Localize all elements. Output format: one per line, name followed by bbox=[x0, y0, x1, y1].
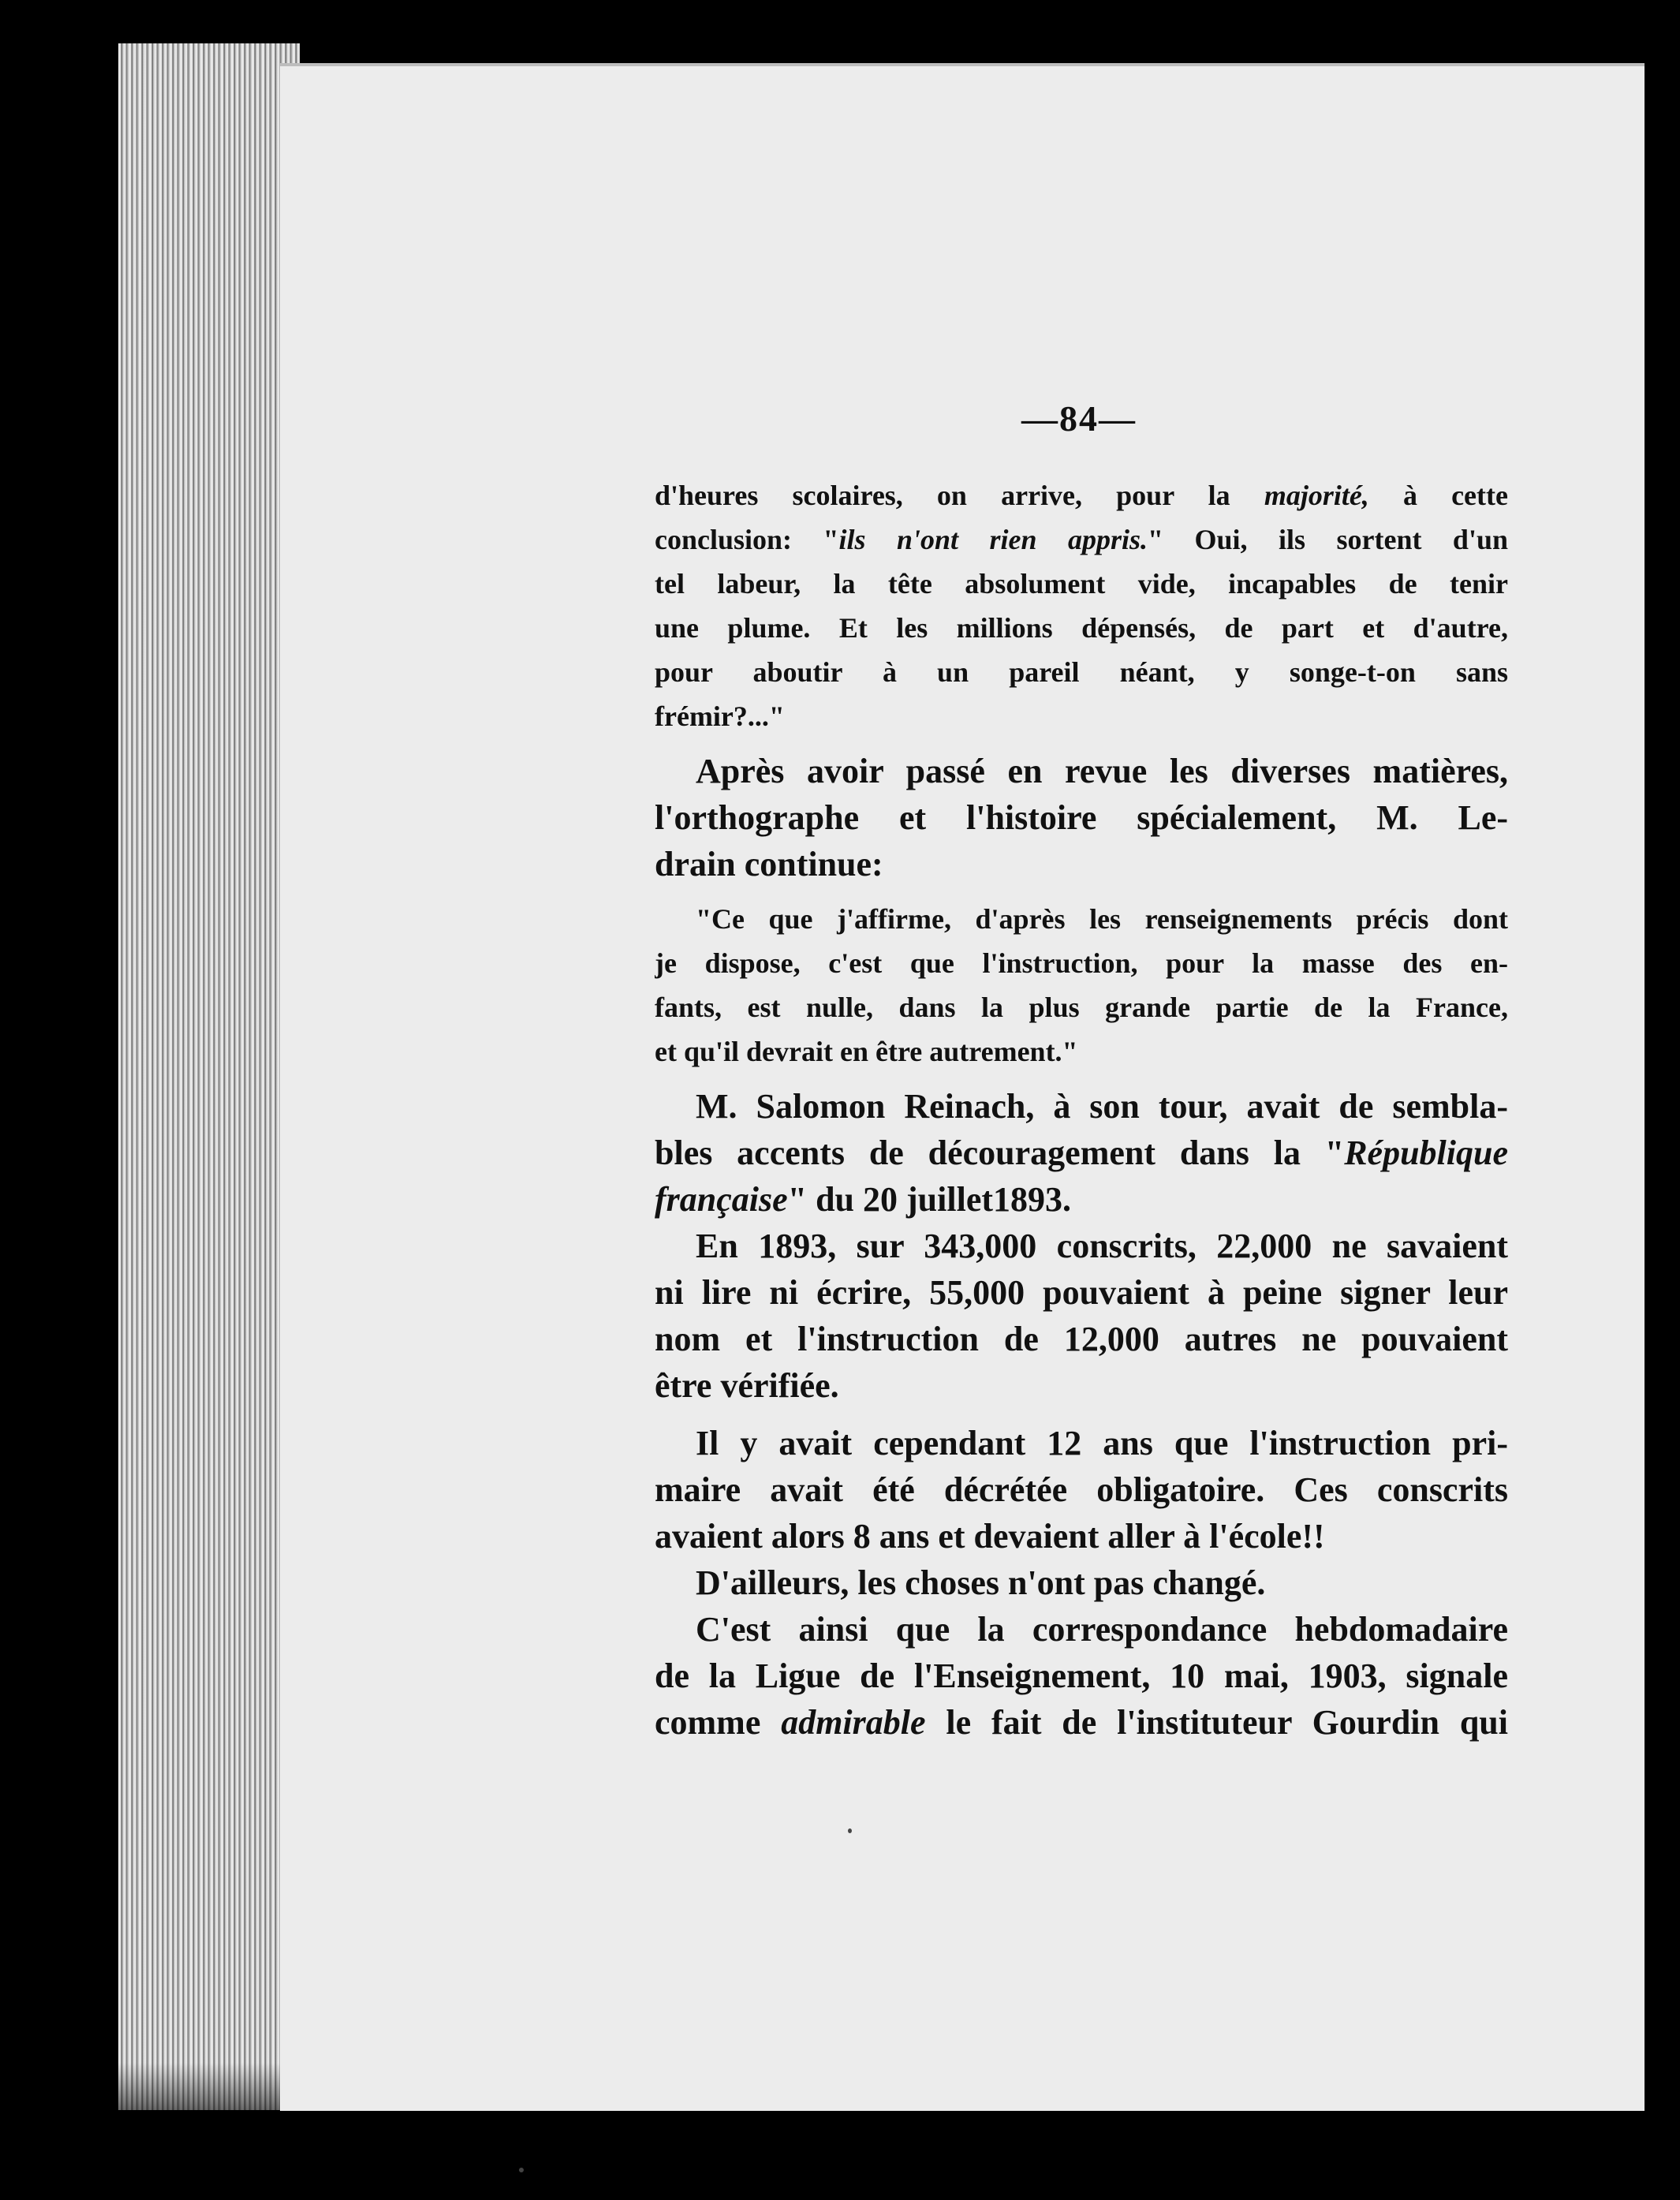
text-line bbox=[655, 1653, 1508, 1699]
text-run: à cette bbox=[1368, 480, 1508, 511]
text-line bbox=[655, 606, 1508, 650]
text-line bbox=[655, 985, 1508, 1029]
text-run: frémir?..." bbox=[655, 700, 785, 732]
text-line bbox=[655, 562, 1508, 606]
book-page-edges bbox=[118, 43, 300, 2110]
body-text bbox=[655, 473, 1508, 1746]
text-line bbox=[655, 650, 1508, 694]
text-run: M. Salomon Reinach, à son tour, avait de sembla- bbox=[696, 1087, 1508, 1126]
text-run: " du 20 juillet1893. bbox=[787, 1180, 1072, 1219]
text-run: une plume. Et les millions dépensés, de part et d'autre, bbox=[655, 612, 1508, 644]
scan-speck bbox=[848, 1828, 852, 1833]
text-run: être vérifiée. bbox=[655, 1366, 839, 1405]
text-line bbox=[655, 1466, 1508, 1513]
text-line bbox=[655, 473, 1508, 517]
text-run: maire avait été décrétée obligatoire. Ces conscrits bbox=[655, 1470, 1508, 1509]
text-run: drain continue: bbox=[655, 845, 883, 883]
text-line bbox=[655, 897, 1508, 941]
text-line bbox=[655, 1559, 1508, 1606]
text-line bbox=[655, 1362, 1508, 1409]
text-line bbox=[655, 1130, 1508, 1176]
text-run: le fait de l'instituteur Gourdin qui bbox=[925, 1703, 1508, 1742]
text-line bbox=[655, 1029, 1508, 1074]
text-run: En 1893, sur 343,000 conscrits, 22,000 ne savaient bbox=[696, 1227, 1508, 1265]
text-line bbox=[655, 1513, 1508, 1559]
text-line bbox=[655, 748, 1508, 794]
text-run: tel labeur, la tête absolument vide, incapables de tenir bbox=[655, 568, 1508, 599]
text-run: " Oui, ils sortent d'un bbox=[1148, 524, 1508, 555]
scan-speck bbox=[519, 2168, 524, 2172]
page-number: —84— bbox=[1021, 398, 1137, 439]
italic-text: majorité, bbox=[1264, 480, 1369, 511]
text-line bbox=[655, 517, 1508, 562]
text-line bbox=[655, 1316, 1508, 1362]
text-run: je dispose, c'est que l'instruction, pour la masse des en- bbox=[655, 947, 1508, 979]
italic-text: française bbox=[655, 1180, 788, 1219]
text-line bbox=[655, 1083, 1508, 1130]
text-line bbox=[655, 794, 1508, 841]
text-line bbox=[655, 1699, 1508, 1746]
text-run: pour aboutir à un pareil néant, y songe-t-on sans bbox=[655, 656, 1508, 688]
text-run: fants, est nulle, dans la plus grande partie de la France, bbox=[655, 992, 1508, 1023]
italic-text: République bbox=[1344, 1134, 1508, 1172]
text-run: Après avoir passé en revue les diverses matières, bbox=[696, 752, 1508, 790]
text-line bbox=[655, 1176, 1508, 1223]
text-line bbox=[655, 1420, 1508, 1466]
text-run: de la Ligue de l'Enseignement, 10 mai, 1903, signale bbox=[655, 1657, 1508, 1695]
text-run: Il y avait cependant 12 ans que l'instruction pri- bbox=[696, 1424, 1508, 1462]
text-run: D'ailleurs, les choses n'ont pas changé. bbox=[696, 1563, 1266, 1602]
text-run: bles accents de découragement dans la " bbox=[655, 1134, 1345, 1172]
text-line bbox=[655, 941, 1508, 985]
text-run: comme bbox=[655, 1703, 782, 1742]
italic-text: admirable bbox=[781, 1703, 926, 1742]
text-run: C'est ainsi que la correspondance hebdomadaire bbox=[696, 1610, 1508, 1649]
text-run: l'orthographe et l'histoire spécialement, M. Le- bbox=[655, 798, 1508, 837]
text-line bbox=[655, 1223, 1508, 1269]
text-run: conclusion: " bbox=[655, 524, 839, 555]
text-line bbox=[655, 841, 1508, 887]
text-line bbox=[655, 1606, 1508, 1653]
text-run: ni lire ni écrire, 55,000 pouvaient à peine signer leur bbox=[655, 1273, 1508, 1312]
text-line bbox=[655, 694, 1508, 738]
italic-text: ils n'ont rien appris. bbox=[838, 524, 1148, 555]
text-run: "Ce que j'affirme, d'après les renseignements précis dont bbox=[696, 903, 1508, 935]
text-run: avaient alors 8 ans et devaient aller à l'école!! bbox=[655, 1517, 1325, 1556]
text-run: nom et l'instruction de 12,000 autres ne pouvaient bbox=[655, 1320, 1508, 1358]
text-line bbox=[655, 1269, 1508, 1316]
text-run: d'heures scolaires, on arrive, pour la bbox=[655, 480, 1264, 511]
text-run: et qu'il devrait en être autrement." bbox=[655, 1036, 1078, 1067]
